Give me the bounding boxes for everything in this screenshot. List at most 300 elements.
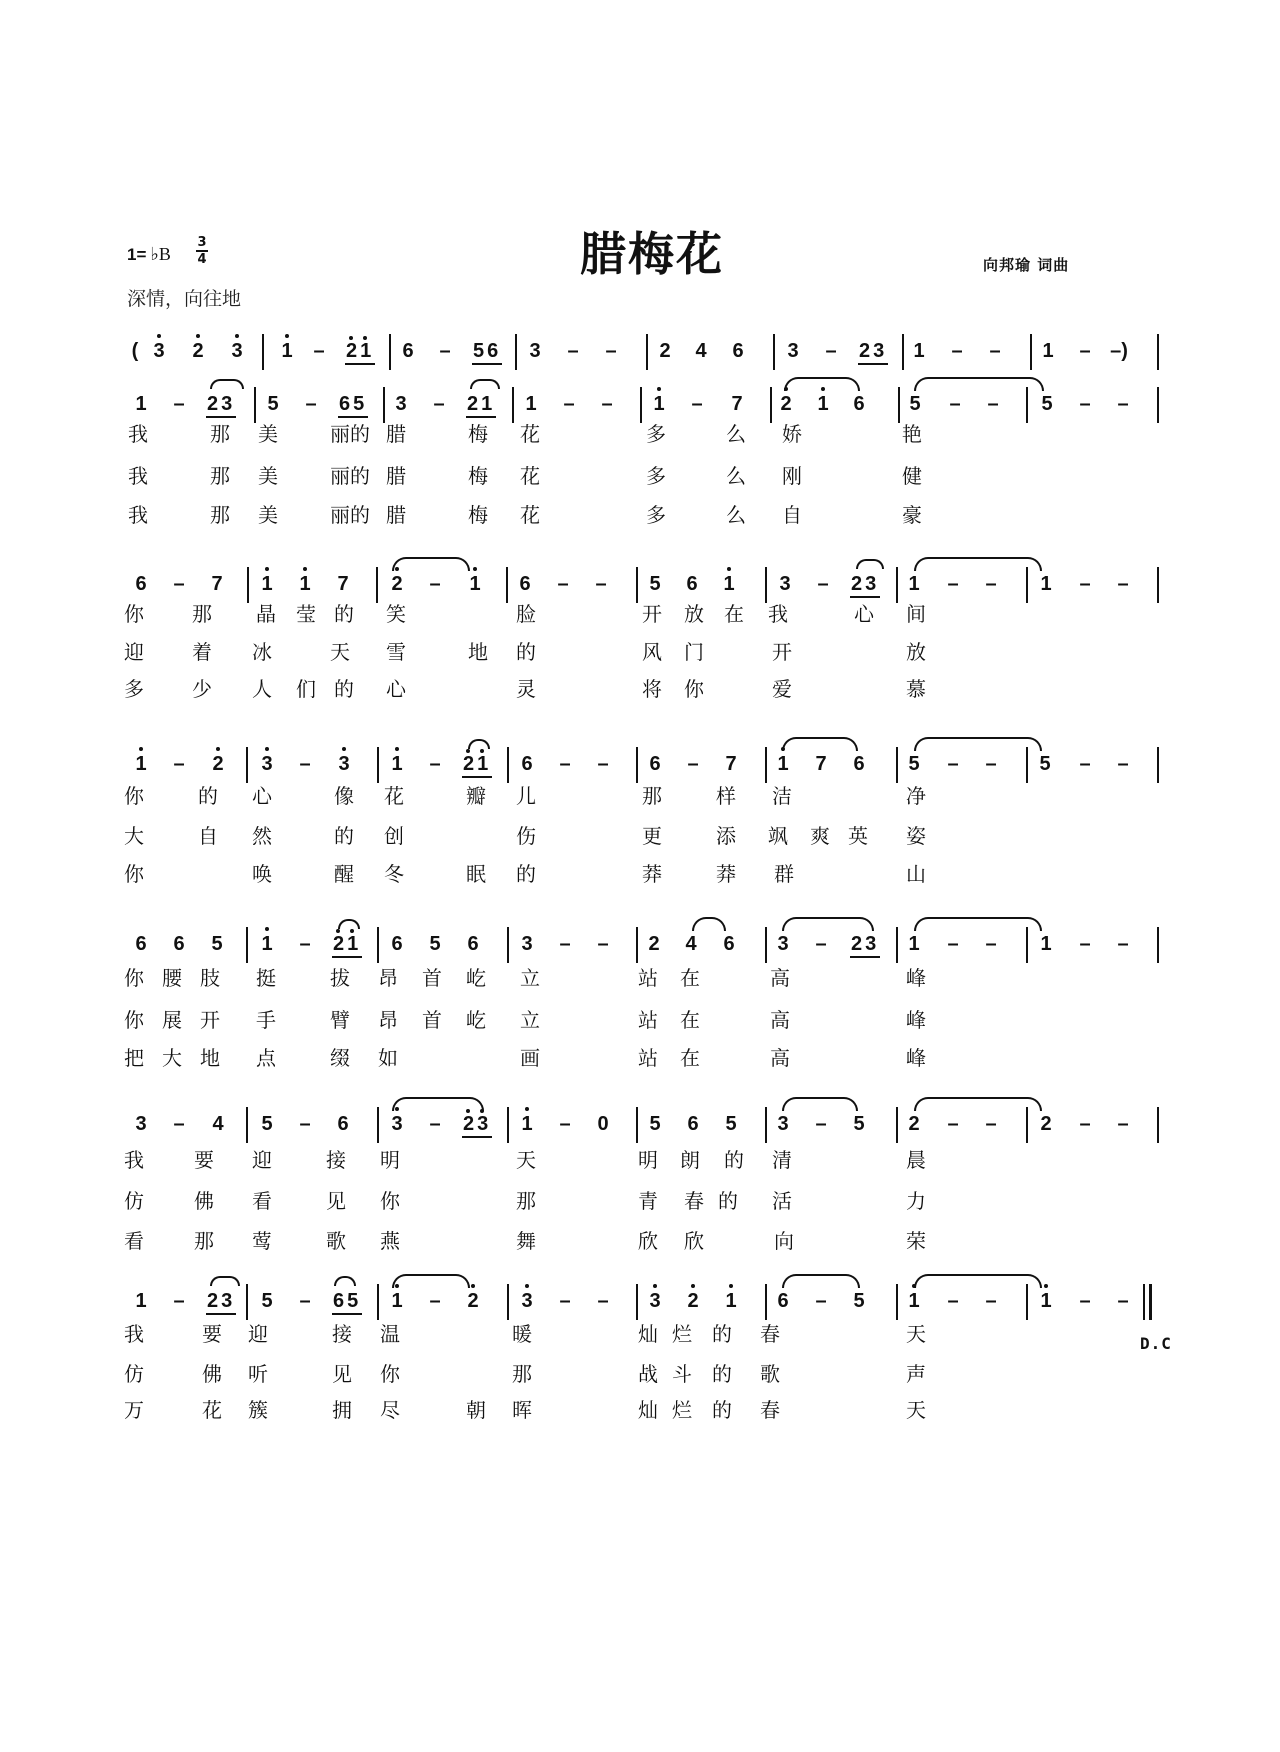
lyric-syllable: 你 <box>380 1189 400 1213</box>
lyric-syllable: 春 <box>760 1398 780 1422</box>
lyric-syllable: 手 <box>256 1008 276 1032</box>
lyric-syllable: 爽 <box>810 824 830 848</box>
dash: – <box>1079 1290 1091 1312</box>
lyric-syllable: 你 <box>124 784 144 808</box>
octave-dot <box>235 334 239 338</box>
lyric-syllable: 心 <box>252 784 272 808</box>
barline <box>1157 927 1159 963</box>
note: 1 <box>770 753 796 775</box>
slur <box>210 379 244 389</box>
note: 2 <box>908 1113 920 1135</box>
lyric-syllable: 门 <box>684 640 704 664</box>
barline <box>377 747 379 783</box>
lyric-syllable: 爱 <box>772 677 792 701</box>
octave-dot <box>657 387 661 391</box>
slur <box>914 377 1044 391</box>
barline <box>1030 334 1032 370</box>
slur <box>782 917 874 931</box>
lyric-syllable: 创 <box>384 824 404 848</box>
barline <box>896 747 898 783</box>
lyric-syllable: 你 <box>124 602 144 626</box>
lyric-syllable: 那 <box>210 422 230 446</box>
note: 2 <box>851 573 866 595</box>
eighth-note-group <box>338 393 368 418</box>
lyric-syllable: 冬 <box>384 862 404 886</box>
eighth-note-group <box>332 1290 362 1315</box>
lyric-syllable: 娇 <box>782 422 802 446</box>
lyric-syllable: 天 <box>516 1148 536 1172</box>
octave-dot <box>303 567 307 571</box>
octave-dot <box>196 334 200 338</box>
lyric-syllable: 佛 <box>194 1189 214 1213</box>
note: 1 <box>292 573 318 595</box>
lyric-syllable: 心 <box>386 677 406 701</box>
lyric-syllable: 像 <box>334 784 354 808</box>
note: 5 <box>909 393 921 415</box>
note: 1 <box>716 573 742 595</box>
dash: – <box>173 753 185 775</box>
lyric-syllable: 间 <box>906 602 926 626</box>
note: 2 <box>384 573 410 595</box>
dash: – <box>1117 933 1129 955</box>
note: 1 <box>1042 340 1054 362</box>
lyric-syllable: 添 <box>716 824 736 848</box>
lyric-syllable: 心 <box>854 602 874 626</box>
staff-line-line3 <box>0 743 1280 787</box>
note: 1 <box>347 933 362 955</box>
eighth-note-group <box>850 573 880 598</box>
dash: – <box>597 1290 609 1312</box>
eighth-note-group <box>206 1290 236 1315</box>
note: 1 <box>718 1290 744 1312</box>
barline <box>896 927 898 963</box>
dash: – <box>1117 1113 1129 1135</box>
barline <box>896 1284 898 1320</box>
barline <box>765 1284 767 1320</box>
tempo-marking: 深情，向往地 <box>127 288 242 310</box>
lyric-syllable: 欣 <box>638 1229 658 1253</box>
barline <box>389 334 391 370</box>
dash: – <box>433 393 445 415</box>
note: 6 <box>333 1290 348 1312</box>
lyric-syllable: 晖 <box>512 1398 532 1422</box>
lyric-syllable: 梅 <box>468 503 488 527</box>
barline <box>246 927 248 963</box>
barline <box>1026 387 1028 423</box>
note: 3 <box>521 933 533 955</box>
eighth-note-group <box>466 393 496 418</box>
note: 6 <box>521 753 533 775</box>
note: 3 <box>873 340 888 362</box>
dash: – <box>439 340 451 362</box>
staff-line-line6 <box>0 1280 1280 1324</box>
note: 2 <box>680 1290 706 1312</box>
lyric-syllable: 首 <box>422 1008 442 1032</box>
note: 1 <box>135 393 147 415</box>
lyric-syllable: 多 <box>646 464 666 488</box>
lyric-syllable: 峰 <box>906 1046 926 1070</box>
barline <box>765 567 767 603</box>
octave-dot <box>1044 1284 1048 1288</box>
lyric-syllable: 在 <box>724 602 744 626</box>
barline <box>765 747 767 783</box>
lyric-syllable: 多 <box>646 503 666 527</box>
dash: – <box>1117 753 1129 775</box>
lyric-syllable: 的 <box>334 824 354 848</box>
lyric-syllable: 歌 <box>326 1229 346 1253</box>
lyric-syllable: 瓣 <box>466 784 486 808</box>
lyric-syllable: 在 <box>680 966 700 990</box>
lyric-syllable: 尽 <box>380 1398 400 1422</box>
note: 2 <box>859 340 874 362</box>
note: 6 <box>339 393 354 415</box>
note: 3 <box>514 1290 540 1312</box>
barline <box>507 1107 509 1143</box>
lyric-syllable: 那 <box>516 1189 536 1213</box>
lyric-syllable: 你 <box>380 1362 400 1386</box>
lyric-syllable: 冰 <box>252 640 272 664</box>
note: 2 <box>185 340 211 362</box>
lyric-syllable: 笑 <box>386 602 406 626</box>
lyric-syllable: 花 <box>520 464 540 488</box>
barline <box>636 1284 638 1320</box>
note: 1 <box>360 340 375 362</box>
lyric-syllable: 见 <box>326 1189 346 1213</box>
dash: – <box>429 573 441 595</box>
dash: – <box>825 340 837 362</box>
dash: – <box>595 573 607 595</box>
lyric-syllable: 美 <box>258 503 278 527</box>
lyric-syllable: 缀 <box>330 1046 350 1070</box>
dash: – <box>815 1113 827 1135</box>
slur <box>856 559 884 569</box>
note: 5 <box>211 933 223 955</box>
lyric-syllable: 们 <box>296 677 316 701</box>
lyric-syllable: 健 <box>902 464 922 488</box>
note: 6 <box>686 573 698 595</box>
barline <box>383 387 385 423</box>
dash: – <box>567 340 579 362</box>
dash: – <box>951 340 963 362</box>
lyric-syllable: 仿 <box>124 1189 144 1213</box>
slur <box>338 919 360 929</box>
octave-dot <box>265 567 269 571</box>
song-title: 腊梅花 <box>580 227 724 281</box>
lyric-syllable: 样 <box>716 784 736 808</box>
note: 6 <box>732 340 744 362</box>
staff-line-line4 <box>0 923 1280 967</box>
note: 6 <box>723 933 735 955</box>
note: 4 <box>695 340 707 362</box>
octave-dot <box>285 334 289 338</box>
note: 3 <box>777 933 789 955</box>
slur <box>470 379 500 389</box>
note: 6 <box>853 393 865 415</box>
eighth-note-group <box>462 753 492 778</box>
dash: – <box>949 393 961 415</box>
barline <box>507 1284 509 1320</box>
lyric-syllable: 风 <box>642 640 662 664</box>
note: 2 <box>1040 1113 1052 1135</box>
lyric-syllable: 明 <box>638 1148 658 1172</box>
note: 3 <box>221 1290 236 1312</box>
note: 5 <box>261 1113 273 1135</box>
eighth-note-group <box>850 933 880 958</box>
dash: – <box>601 393 613 415</box>
lyric-syllable: 慕 <box>906 677 926 701</box>
slur <box>914 737 1042 751</box>
note: 6 <box>337 1113 349 1135</box>
note: 5 <box>353 393 368 415</box>
note: 2 <box>659 340 671 362</box>
lyric-syllable: 的 <box>712 1362 732 1386</box>
note: 2 <box>346 340 361 362</box>
staff-line-line5 <box>0 1103 1280 1147</box>
lyric-syllable: 活 <box>772 1189 792 1213</box>
lyric-syllable: 簇 <box>248 1398 268 1422</box>
lyric-syllable: 我 <box>128 503 148 527</box>
lyric-syllable: 高 <box>770 966 790 990</box>
note: 3 <box>135 1113 147 1135</box>
lyric-syllable: 力 <box>906 1189 926 1213</box>
dash: – <box>559 933 571 955</box>
dash: – <box>559 1113 571 1135</box>
note: 6 <box>487 340 502 362</box>
octave-dot <box>691 1284 695 1288</box>
lyric-syllable: 我 <box>128 422 148 446</box>
note: 1 <box>1040 573 1052 595</box>
eighth-note-group <box>472 340 502 365</box>
dash: – <box>947 933 959 955</box>
dash: – <box>687 753 699 775</box>
lyric-syllable: 花 <box>520 422 540 446</box>
lyric-syllable: 腊 <box>386 503 406 527</box>
lyric-syllable: 屹 <box>466 1008 486 1032</box>
lyric-syllable: 开 <box>772 640 792 664</box>
lyric-syllable: 丽的 <box>330 464 370 488</box>
note: 3 <box>395 393 407 415</box>
lyric-syllable: 臂 <box>330 1008 350 1032</box>
lyric-syllable: 腰 <box>162 966 182 990</box>
note: 7 <box>815 753 827 775</box>
note: 5 <box>725 1113 737 1135</box>
lyric-syllable: 的 <box>712 1322 732 1346</box>
lyric-syllable: 明 <box>380 1148 400 1172</box>
dash: – <box>597 753 609 775</box>
dash: – <box>1079 753 1091 775</box>
octave-dot <box>216 747 220 751</box>
dash: – <box>173 573 185 595</box>
note: 6 <box>687 1113 699 1135</box>
lyric-syllable: 迎 <box>252 1148 272 1172</box>
note: 6 <box>135 933 147 955</box>
barline <box>1026 927 1028 963</box>
note: 4 <box>212 1113 224 1135</box>
lyric-syllable: 暖 <box>512 1322 532 1346</box>
barline <box>765 927 767 963</box>
lyric-syllable: 艳 <box>902 422 922 446</box>
lyric-syllable: 清 <box>772 1148 792 1172</box>
barline <box>646 334 648 370</box>
note: 2 <box>205 753 231 775</box>
dash: – <box>985 1290 997 1312</box>
lyric-syllable: 然 <box>252 824 272 848</box>
lyric-syllable: 你 <box>124 966 144 990</box>
note: 4 <box>685 933 697 955</box>
barline <box>896 1107 898 1143</box>
lyric-syllable: 英 <box>848 824 868 848</box>
note: 3 <box>221 393 236 415</box>
dash: –) <box>1110 340 1128 362</box>
note: 6 <box>519 573 531 595</box>
lyric-syllable: 脸 <box>516 602 536 626</box>
eighth-note-group <box>332 933 362 958</box>
lyric-syllable: 朝 <box>466 1398 486 1422</box>
barline <box>254 387 256 423</box>
lyric-syllable: 刚 <box>782 464 802 488</box>
lyric-syllable: 拔 <box>330 966 350 990</box>
lyric-syllable: 伤 <box>516 824 536 848</box>
lyric-syllable: 在 <box>680 1008 700 1032</box>
octave-dot <box>342 747 346 751</box>
octave-dot <box>395 747 399 751</box>
dash: – <box>985 573 997 595</box>
lyric-syllable: 的 <box>712 1398 732 1422</box>
slur <box>392 1097 484 1111</box>
lyric-syllable: 迎 <box>124 640 144 664</box>
slur <box>692 917 726 931</box>
barline <box>1157 747 1159 783</box>
lyric-syllable: 少 <box>192 677 212 701</box>
lyric-syllable: 接 <box>326 1148 346 1172</box>
note: 1 <box>908 573 920 595</box>
lyric-syllable: 眠 <box>466 862 486 886</box>
note: 6 <box>391 933 403 955</box>
note: 2 <box>467 393 482 415</box>
lyric-syllable: 山 <box>906 862 926 886</box>
note: 6 <box>649 753 661 775</box>
octave-dot <box>471 1284 475 1288</box>
lyric-syllable: 荣 <box>906 1229 926 1253</box>
lyric-syllable: 么 <box>726 464 746 488</box>
note: 1 <box>646 393 672 415</box>
note: 5 <box>1041 393 1053 415</box>
final-barline <box>1143 1284 1152 1320</box>
dash: – <box>985 753 997 775</box>
note: 1 <box>1033 1290 1059 1312</box>
lyric-syllable: 要 <box>202 1322 222 1346</box>
barline <box>377 927 379 963</box>
lyric-syllable: 儿 <box>516 784 536 808</box>
lyric-syllable: 屹 <box>466 966 486 990</box>
dash: – <box>1079 933 1091 955</box>
lyric-syllable: 的 <box>516 862 536 886</box>
lyric-syllable: 那 <box>210 464 230 488</box>
barline <box>636 747 638 783</box>
barline <box>246 1284 248 1320</box>
lyric-syllable: 地 <box>200 1046 220 1070</box>
lyric-syllable: 拥 <box>332 1398 352 1422</box>
note: 6 <box>173 933 185 955</box>
note: 5 <box>347 1290 362 1312</box>
lyric-syllable: 腊 <box>386 422 406 446</box>
barline <box>246 747 248 783</box>
dash: – <box>429 1290 441 1312</box>
barline <box>515 334 517 370</box>
dash: – <box>605 340 617 362</box>
lyric-syllable: 花 <box>384 784 404 808</box>
lyric-syllable: 在 <box>680 1046 700 1070</box>
lyric-syllable: 放 <box>906 640 926 664</box>
lyric-syllable: 春 <box>760 1322 780 1346</box>
lyric-syllable: 自 <box>198 824 218 848</box>
dash: – <box>1117 393 1129 415</box>
octave-dot <box>653 1284 657 1288</box>
lyric-syllable: 如 <box>378 1046 398 1070</box>
dash: – <box>299 753 311 775</box>
note: 3 <box>787 340 799 362</box>
slur <box>392 557 470 571</box>
octave-dot <box>157 334 161 338</box>
note: 1 <box>274 340 300 362</box>
lyric-syllable: 的 <box>516 640 536 664</box>
lyric-syllable: 天 <box>906 1322 926 1346</box>
lyric-syllable: 立 <box>520 966 540 990</box>
lyric-syllable: 开 <box>200 1008 220 1032</box>
lyric-syllable: 那 <box>210 503 230 527</box>
slur <box>914 1097 1042 1111</box>
lyric-syllable: 的 <box>724 1148 744 1172</box>
octave-dot <box>473 567 477 571</box>
dash: – <box>559 1290 571 1312</box>
lyric-syllable: 唤 <box>252 862 272 886</box>
lyric-syllable: 么 <box>726 422 746 446</box>
lyric-syllable: 莽 <box>642 862 662 886</box>
note: 3 <box>254 753 280 775</box>
barline <box>640 387 642 423</box>
lyric-syllable: 丽的 <box>330 422 370 446</box>
eighth-note-group <box>206 393 236 418</box>
note: 5 <box>649 573 661 595</box>
lyric-syllable: 烂 <box>672 1322 692 1346</box>
barline <box>896 567 898 603</box>
lyric-syllable: 花 <box>520 503 540 527</box>
da-capo-marking: D.C <box>1140 1334 1172 1353</box>
note: 5 <box>473 340 488 362</box>
slur <box>914 557 1042 571</box>
dash: – <box>947 1113 959 1135</box>
staff-line-line2 <box>0 563 1280 607</box>
note: 1 <box>384 1290 410 1312</box>
lyric-syllable: 烂 <box>672 1398 692 1422</box>
slur <box>914 917 1042 931</box>
note: 2 <box>207 1290 222 1312</box>
lyric-syllable: 梅 <box>468 464 488 488</box>
octave-dot <box>729 1284 733 1288</box>
lyric-syllable: 净 <box>906 784 926 808</box>
barline <box>376 567 378 603</box>
lyric-syllable: 把 <box>124 1046 144 1070</box>
barline <box>247 567 249 603</box>
note: 3 <box>865 573 880 595</box>
barline <box>1157 567 1159 603</box>
dash: – <box>173 1290 185 1312</box>
slur <box>782 1274 860 1288</box>
note: 2 <box>460 1290 486 1312</box>
lyric-syllable: 万 <box>124 1398 144 1422</box>
octave-dot <box>139 747 143 751</box>
lyric-syllable: 灵 <box>516 677 536 701</box>
